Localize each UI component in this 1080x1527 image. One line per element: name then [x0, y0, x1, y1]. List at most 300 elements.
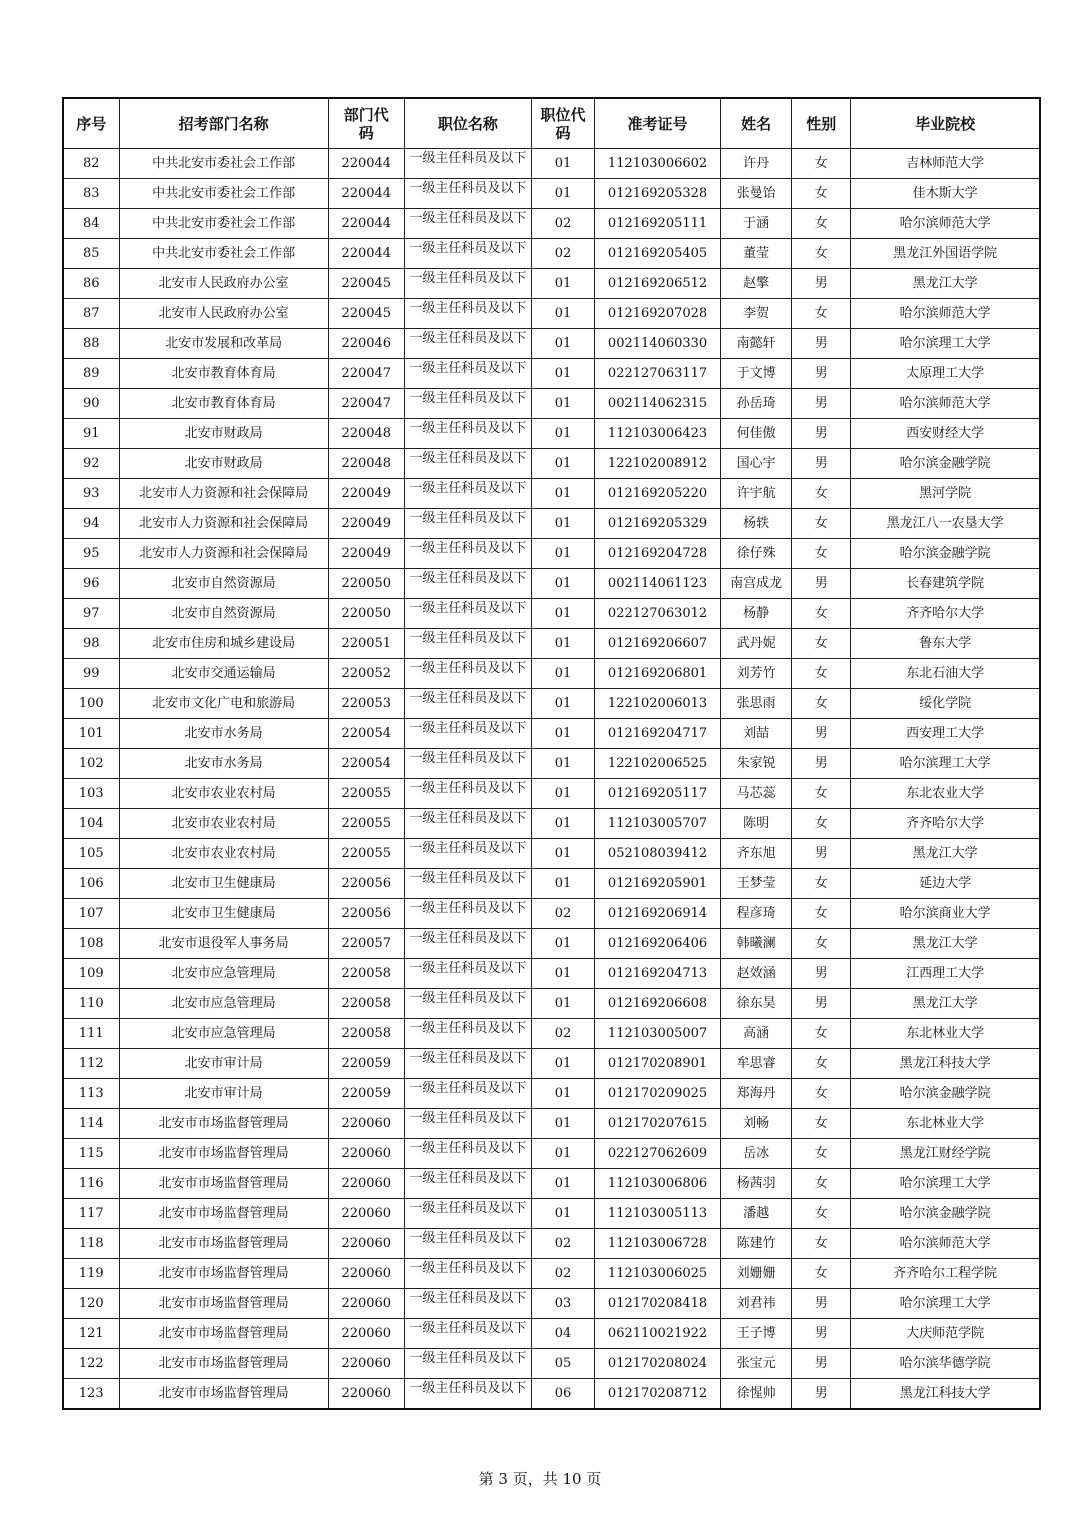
cell-name: 杨静: [721, 599, 792, 629]
cell-position: [404, 1169, 531, 1199]
cell-gender: 男: [792, 1319, 851, 1349]
cell-dept: 北安市发展和改革局: [119, 329, 328, 359]
cell-exam-no: 012169206801: [595, 659, 721, 689]
cell-position: [404, 539, 531, 569]
cell-position: [404, 899, 531, 929]
cell-exam-no: 012170208712: [595, 1379, 721, 1410]
table-row: [63, 1259, 1040, 1289]
cell-pos-code: 01: [531, 1199, 594, 1229]
cell-seq: 85: [63, 239, 119, 269]
cell-gender: 女: [792, 689, 851, 719]
cell-gender: 男: [792, 569, 851, 599]
cell-pos-code: 01: [531, 989, 594, 1019]
cell-dept: 北安市卫生健康局: [119, 869, 328, 899]
cell-seq: 108: [63, 929, 119, 959]
cell-gender: 女: [792, 869, 851, 899]
cell-pos-code: 01: [531, 149, 594, 179]
cell-pos-code: 04: [531, 1319, 594, 1349]
cell-gender: 男: [792, 449, 851, 479]
cell-gender: 女: [792, 479, 851, 509]
cell-name: 徐惺帅: [721, 1379, 792, 1410]
cell-exam-no: 112103005707: [595, 809, 721, 839]
position-title: 一级主任科员及以下: [409, 871, 527, 886]
cell-name: 齐东旭: [721, 839, 792, 869]
cell-name: 赵效涵: [721, 959, 792, 989]
position-title: 一级主任科员及以下: [409, 481, 527, 496]
cell-exam-no: 112103006602: [595, 149, 721, 179]
cell-dept: 北安市文化广电和旅游局: [119, 689, 328, 719]
cell-exam-no: 002114061123: [595, 569, 721, 599]
cell-dept: 北安市市场监督管理局: [119, 1109, 328, 1139]
cell-school: 东北石油大学: [851, 659, 1040, 689]
cell-name: 董莹: [721, 239, 792, 269]
cell-dept: 北安市农业农村局: [119, 779, 328, 809]
cell-dept-code: 220060: [328, 1319, 404, 1349]
position-title: 一级主任科员及以下: [409, 931, 527, 946]
cell-seq: 122: [63, 1349, 119, 1379]
cell-exam-no: 012170208024: [595, 1349, 721, 1379]
cell-pos-code: 06: [531, 1379, 594, 1410]
table-row: [63, 749, 1040, 779]
cell-school: 齐齐哈尔工程学院: [851, 1259, 1040, 1289]
position-title: 一级主任科员及以下: [409, 961, 527, 976]
cell-exam-no: 112103006423: [595, 419, 721, 449]
cell-name: 武丹妮: [721, 629, 792, 659]
cell-dept: 北安市应急管理局: [119, 1019, 328, 1049]
cell-exam-no: 022127062609: [595, 1139, 721, 1169]
cell-name: 马芯蕊: [721, 779, 792, 809]
cell-position: [404, 179, 531, 209]
cell-school: 太原理工大学: [851, 359, 1040, 389]
cell-name: 杨轶: [721, 509, 792, 539]
cell-position: [404, 689, 531, 719]
cell-position: [404, 1019, 531, 1049]
cell-dept-code: 220060: [328, 1169, 404, 1199]
table-row: [63, 1229, 1040, 1259]
cell-position: [404, 809, 531, 839]
cell-gender: 女: [792, 1049, 851, 1079]
position-title: 一级主任科员及以下: [409, 1081, 527, 1096]
cell-exam-no: 012169206607: [595, 629, 721, 659]
cell-seq: 94: [63, 509, 119, 539]
cell-exam-no: 012169207028: [595, 299, 721, 329]
cell-gender: 男: [792, 419, 851, 449]
table-row: [63, 329, 1040, 359]
cell-seq: 91: [63, 419, 119, 449]
cell-position: [404, 869, 531, 899]
table-row: [63, 269, 1040, 299]
cell-dept: 北安市人力资源和社会保障局: [119, 539, 328, 569]
cell-name: 杨茜羽: [721, 1169, 792, 1199]
cell-position: [404, 299, 531, 329]
cell-seq: 98: [63, 629, 119, 659]
cell-gender: 女: [792, 539, 851, 569]
position-title: 一级主任科员及以下: [409, 1021, 527, 1036]
cell-position: [404, 569, 531, 599]
header-name: 姓名: [721, 98, 792, 149]
cell-school: 哈尔滨师范大学: [851, 389, 1040, 419]
cell-dept-code: 220054: [328, 749, 404, 779]
cell-dept: 北安市退役军人事务局: [119, 929, 328, 959]
cell-pos-code: 01: [531, 659, 594, 689]
cell-seq: 96: [63, 569, 119, 599]
cell-gender: 女: [792, 509, 851, 539]
position-title: 一级主任科员及以下: [409, 811, 527, 826]
cell-gender: 男: [792, 749, 851, 779]
cell-dept-code: 220045: [328, 269, 404, 299]
cell-name: 陈建竹: [721, 1229, 792, 1259]
cell-position: [404, 479, 531, 509]
cell-pos-code: 01: [531, 479, 594, 509]
cell-gender: 女: [792, 1139, 851, 1169]
cell-school: 黑龙江大学: [851, 269, 1040, 299]
cell-school: 黑龙江外国语学院: [851, 239, 1040, 269]
cell-pos-code: 02: [531, 899, 594, 929]
table-row: [63, 389, 1040, 419]
table-row: [63, 1169, 1040, 1199]
cell-school: 哈尔滨商业大学: [851, 899, 1040, 929]
cell-school: 西安理工大学: [851, 719, 1040, 749]
cell-name: 潘越: [721, 1199, 792, 1229]
cell-pos-code: 01: [531, 929, 594, 959]
cell-exam-no: 012169205901: [595, 869, 721, 899]
cell-seq: 90: [63, 389, 119, 419]
cell-dept: 北安市住房和城乡建设局: [119, 629, 328, 659]
cell-position: [404, 1289, 531, 1319]
cell-name: 刘芳竹: [721, 659, 792, 689]
position-title: 一级主任科员及以下: [409, 1291, 527, 1306]
cell-position: [404, 509, 531, 539]
cell-gender: 女: [792, 149, 851, 179]
cell-position: [404, 779, 531, 809]
cell-exam-no: 112103006728: [595, 1229, 721, 1259]
cell-pos-code: 01: [531, 1139, 594, 1169]
cell-dept-code: 220049: [328, 479, 404, 509]
cell-school: 黑龙江大学: [851, 929, 1040, 959]
cell-seq: 95: [63, 539, 119, 569]
table-row: [63, 719, 1040, 749]
cell-pos-code: 01: [531, 1169, 594, 1199]
cell-pos-code: 03: [531, 1289, 594, 1319]
cell-dept-code: 220051: [328, 629, 404, 659]
cell-school: 黑龙江大学: [851, 989, 1040, 1019]
table-row: [63, 1049, 1040, 1079]
cell-pos-code: 01: [531, 509, 594, 539]
cell-gender: 女: [792, 299, 851, 329]
cell-dept: 北安市应急管理局: [119, 959, 328, 989]
table-row: [63, 1199, 1040, 1229]
cell-seq: 117: [63, 1199, 119, 1229]
cell-gender: 女: [792, 1259, 851, 1289]
cell-dept-code: 220050: [328, 599, 404, 629]
cell-gender: 男: [792, 959, 851, 989]
cell-gender: 男: [792, 989, 851, 1019]
cell-dept-code: 220044: [328, 179, 404, 209]
cell-dept: 北安市教育体育局: [119, 359, 328, 389]
cell-name: 于涵: [721, 209, 792, 239]
cell-seq: 109: [63, 959, 119, 989]
cell-seq: 89: [63, 359, 119, 389]
cell-exam-no: 012169204717: [595, 719, 721, 749]
cell-position: [404, 329, 531, 359]
cell-pos-code: 01: [531, 389, 594, 419]
cell-exam-no: 012169206914: [595, 899, 721, 929]
cell-dept-code: 220060: [328, 1259, 404, 1289]
position-title: 一级主任科员及以下: [409, 631, 527, 646]
cell-gender: 女: [792, 1109, 851, 1139]
cell-position: [404, 989, 531, 1019]
cell-exam-no: 122102006013: [595, 689, 721, 719]
cell-position: [404, 929, 531, 959]
cell-school: 齐齐哈尔大学: [851, 599, 1040, 629]
cell-pos-code: 05: [531, 1349, 594, 1379]
cell-gender: 女: [792, 1169, 851, 1199]
cell-dept-code: 220047: [328, 359, 404, 389]
cell-name: 南宫成龙: [721, 569, 792, 599]
cell-gender: 女: [792, 1019, 851, 1049]
cell-school: 黑龙江八一农垦大学: [851, 509, 1040, 539]
cell-pos-code: 02: [531, 1019, 594, 1049]
header-exam-no: 准考证号: [595, 98, 721, 149]
cell-dept: 北安市人民政府办公室: [119, 269, 328, 299]
cell-school: 哈尔滨理工大学: [851, 1289, 1040, 1319]
cell-name: 高涵: [721, 1019, 792, 1049]
cell-dept: 北安市财政局: [119, 449, 328, 479]
cell-position: [404, 1079, 531, 1109]
cell-school: 齐齐哈尔大学: [851, 809, 1040, 839]
cell-dept-code: 220048: [328, 449, 404, 479]
cell-gender: 女: [792, 899, 851, 929]
cell-seq: 92: [63, 449, 119, 479]
table-row: [63, 1289, 1040, 1319]
cell-position: [404, 1139, 531, 1169]
table-row: [63, 1019, 1040, 1049]
cell-exam-no: 062110021922: [595, 1319, 721, 1349]
cell-name: 南懿轩: [721, 329, 792, 359]
cell-name: 刘君祎: [721, 1289, 792, 1319]
cell-seq: 101: [63, 719, 119, 749]
cell-position: [404, 419, 531, 449]
cell-dept: 中共北安市委社会工作部: [119, 209, 328, 239]
cell-position: [404, 1199, 531, 1229]
cell-school: 东北林业大学: [851, 1109, 1040, 1139]
cell-dept: 北安市交通运输局: [119, 659, 328, 689]
cell-dept-code: 220046: [328, 329, 404, 359]
cell-dept-code: 220060: [328, 1199, 404, 1229]
cell-exam-no: 012169205405: [595, 239, 721, 269]
cell-gender: 男: [792, 839, 851, 869]
cell-school: 哈尔滨师范大学: [851, 1229, 1040, 1259]
cell-position: [404, 1109, 531, 1139]
position-title: 一级主任科员及以下: [409, 511, 527, 526]
cell-pos-code: 01: [531, 1049, 594, 1079]
table-row: [63, 1349, 1040, 1379]
cell-school: 鲁东大学: [851, 629, 1040, 659]
cell-position: [404, 629, 531, 659]
cell-gender: 女: [792, 239, 851, 269]
table-row: [63, 989, 1040, 1019]
cell-gender: 女: [792, 929, 851, 959]
cell-dept-code: 220055: [328, 809, 404, 839]
position-title: 一级主任科员及以下: [409, 151, 527, 166]
cell-seq: 110: [63, 989, 119, 1019]
header-dept-code: 部门代码: [328, 98, 404, 149]
cell-seq: 119: [63, 1259, 119, 1289]
cell-dept-code: 220047: [328, 389, 404, 419]
position-title: 一级主任科员及以下: [409, 1051, 527, 1066]
cell-position: [404, 209, 531, 239]
cell-exam-no: 122102006525: [595, 749, 721, 779]
cell-school: 延边大学: [851, 869, 1040, 899]
cell-school: 哈尔滨理工大学: [851, 329, 1040, 359]
cell-dept-code: 220050: [328, 569, 404, 599]
table-row: [63, 209, 1040, 239]
cell-dept: 北安市市场监督管理局: [119, 1199, 328, 1229]
header-school: 毕业院校: [851, 98, 1040, 149]
table-row: [63, 839, 1040, 869]
cell-school: 哈尔滨华德学院: [851, 1349, 1040, 1379]
cell-exam-no: 002114060330: [595, 329, 721, 359]
header-position: 职位名称: [404, 98, 531, 149]
position-title: 一级主任科员及以下: [409, 691, 527, 706]
cell-gender: 男: [792, 389, 851, 419]
cell-pos-code: 01: [531, 329, 594, 359]
cell-dept: 北安市市场监督管理局: [119, 1379, 328, 1410]
cell-seq: 83: [63, 179, 119, 209]
position-title: 一级主任科员及以下: [409, 1381, 527, 1396]
cell-gender: 女: [792, 809, 851, 839]
position-title: 一级主任科员及以下: [409, 1141, 527, 1156]
cell-pos-code: 02: [531, 239, 594, 269]
cell-school: 黑河学院: [851, 479, 1040, 509]
cell-seq: 107: [63, 899, 119, 929]
cell-gender: 男: [792, 719, 851, 749]
cell-dept-code: 220057: [328, 929, 404, 959]
position-title: 一级主任科员及以下: [409, 391, 527, 406]
cell-name: 许丹: [721, 149, 792, 179]
cell-school: 黑龙江财经学院: [851, 1139, 1040, 1169]
cell-dept-code: 220056: [328, 899, 404, 929]
cell-school: 哈尔滨理工大学: [851, 1169, 1040, 1199]
cell-position: [404, 1379, 531, 1410]
cell-exam-no: 012170207615: [595, 1109, 721, 1139]
page-footer: 第 3 页，共 10 页: [478, 1470, 602, 1488]
cell-gender: 男: [792, 1289, 851, 1319]
position-title: 一级主任科员及以下: [409, 841, 527, 856]
cell-name: 牟思睿: [721, 1049, 792, 1079]
cell-dept: 北安市人力资源和社会保障局: [119, 509, 328, 539]
table-row: [63, 869, 1040, 899]
cell-name: 郑海丹: [721, 1079, 792, 1109]
cell-dept: 北安市农业农村局: [119, 839, 328, 869]
cell-school: 江西理工大学: [851, 959, 1040, 989]
cell-seq: 111: [63, 1019, 119, 1049]
cell-pos-code: 01: [531, 449, 594, 479]
position-title: 一级主任科员及以下: [409, 751, 527, 766]
cell-position: [404, 359, 531, 389]
cell-exam-no: 012170209025: [595, 1079, 721, 1109]
cell-position: [404, 149, 531, 179]
position-title: 一级主任科员及以下: [409, 1201, 527, 1216]
cell-seq: 105: [63, 839, 119, 869]
cell-dept-code: 220052: [328, 659, 404, 689]
table-row: [63, 239, 1040, 269]
position-title: 一级主任科员及以下: [409, 211, 527, 226]
cell-school: 东北农业大学: [851, 779, 1040, 809]
cell-pos-code: 01: [531, 719, 594, 749]
cell-pos-code: 01: [531, 779, 594, 809]
cell-seq: 116: [63, 1169, 119, 1199]
cell-pos-code: 01: [531, 629, 594, 659]
cell-position: [404, 959, 531, 989]
cell-name: 国心宇: [721, 449, 792, 479]
cell-dept-code: 220056: [328, 869, 404, 899]
cell-pos-code: 01: [531, 179, 594, 209]
cell-name: 王子博: [721, 1319, 792, 1349]
cell-exam-no: 022127063012: [595, 599, 721, 629]
cell-pos-code: 02: [531, 1229, 594, 1259]
cell-school: 吉林师范大学: [851, 149, 1040, 179]
cell-position: [404, 449, 531, 479]
cell-dept-code: 220048: [328, 419, 404, 449]
table-row: [63, 629, 1040, 659]
table-header: [63, 98, 1040, 149]
cell-seq: 82: [63, 149, 119, 179]
cell-school: 哈尔滨金融学院: [851, 1199, 1040, 1229]
table-row: [63, 359, 1040, 389]
cell-dept-code: 220058: [328, 1019, 404, 1049]
cell-exam-no: 012169204728: [595, 539, 721, 569]
cell-name: 韩曦澜: [721, 929, 792, 959]
cell-pos-code: 02: [531, 209, 594, 239]
cell-position: [404, 389, 531, 419]
cell-gender: 女: [792, 209, 851, 239]
cell-dept: 北安市市场监督管理局: [119, 1349, 328, 1379]
cell-dept: 北安市审计局: [119, 1079, 328, 1109]
cell-pos-code: 02: [531, 1259, 594, 1289]
table-row: [63, 1079, 1040, 1109]
cell-seq: 113: [63, 1079, 119, 1109]
cell-dept-code: 220045: [328, 299, 404, 329]
cell-name: 张思雨: [721, 689, 792, 719]
cell-position: [404, 599, 531, 629]
cell-school: 哈尔滨理工大学: [851, 749, 1040, 779]
cell-school: 哈尔滨师范大学: [851, 299, 1040, 329]
cell-position: [404, 659, 531, 689]
position-title: 一级主任科员及以下: [409, 271, 527, 286]
cell-dept-code: 220060: [328, 1229, 404, 1259]
cell-dept: 北安市教育体育局: [119, 389, 328, 419]
position-title: 一级主任科员及以下: [409, 781, 527, 796]
table-body: [63, 149, 1040, 1410]
cell-pos-code: 01: [531, 539, 594, 569]
cell-dept: 北安市市场监督管理局: [119, 1289, 328, 1319]
cell-seq: 99: [63, 659, 119, 689]
table-row: [63, 1319, 1040, 1349]
cell-pos-code: 01: [531, 599, 594, 629]
cell-name: 朱家锐: [721, 749, 792, 779]
cell-seq: 118: [63, 1229, 119, 1259]
table-row: [63, 179, 1040, 209]
cell-exam-no: 012169205220: [595, 479, 721, 509]
cell-name: 徐仔殊: [721, 539, 792, 569]
cell-name: 赵擎: [721, 269, 792, 299]
cell-pos-code: 01: [531, 809, 594, 839]
cell-gender: 男: [792, 269, 851, 299]
cell-pos-code: 01: [531, 1079, 594, 1109]
cell-school: 黑龙江科技大学: [851, 1049, 1040, 1079]
cell-dept: 北安市市场监督管理局: [119, 1259, 328, 1289]
